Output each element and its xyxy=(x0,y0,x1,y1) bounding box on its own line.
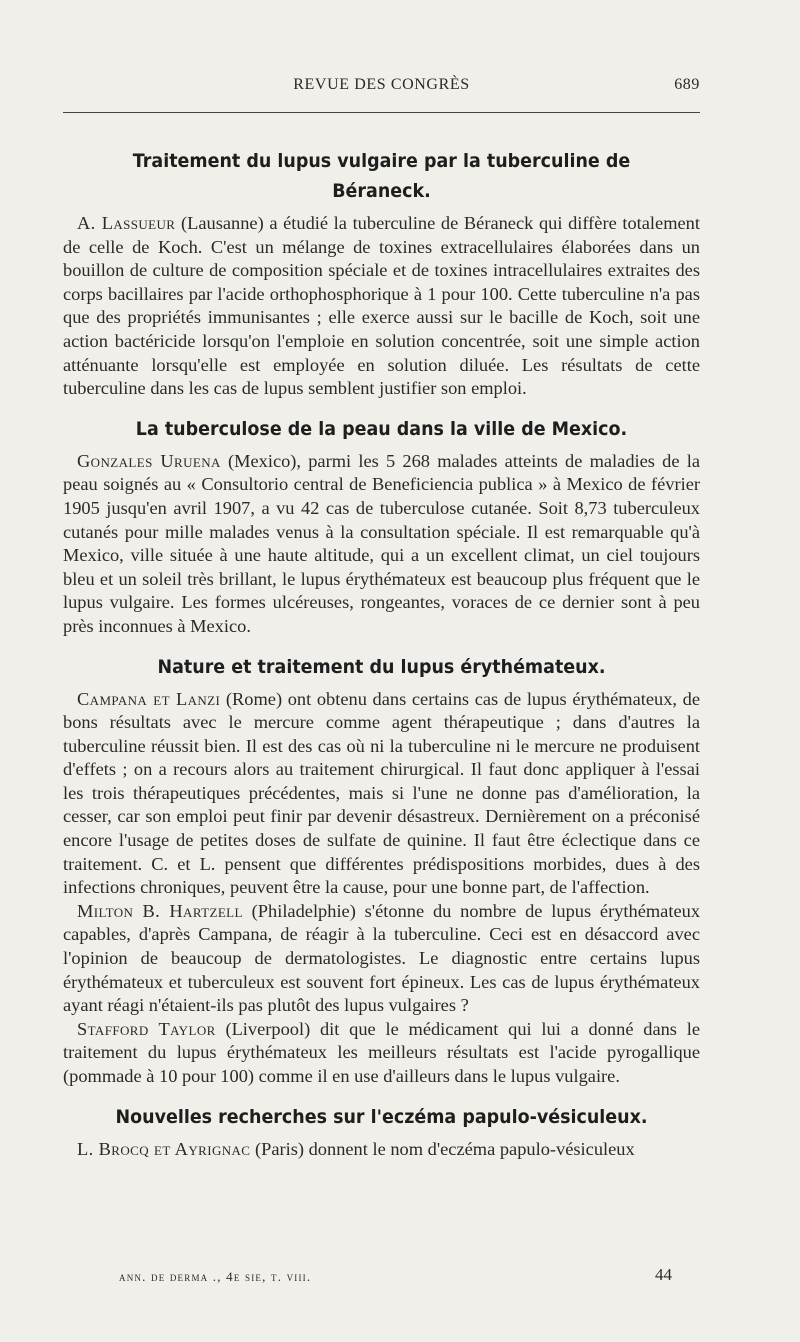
paragraph xyxy=(63,212,700,401)
paragraph-text: (Philadelphie) s'étonne du nombre de lupus érythémateux capables, d'après Campana, de réagir à la tuberculine. Ceci est en désaccord avec l'opinion de beaucoup de dermatologistes. Le diagnostic entre certains lupus érythémateux et tuberculeux est souvent fort épineux. Les cas de lupus érythémateux ayant réagi n'étaient-ils pas plutôt des lupus vulgaires ? xyxy=(63,900,701,1016)
section-lupus-erythemateux xyxy=(63,652,700,1089)
paragraph xyxy=(63,688,700,900)
paragraph xyxy=(63,1018,700,1089)
section-mexico xyxy=(63,414,700,639)
section-heading: Traitement du lupus vulgaire par la tuberculine de Béraneck. xyxy=(132,150,631,202)
paragraph xyxy=(63,1138,700,1162)
paragraph xyxy=(63,450,700,639)
page-footer xyxy=(63,1265,700,1287)
section-heading: La tuberculose de la peau dans la ville de Mexico. xyxy=(135,417,628,440)
section-beraneck xyxy=(63,146,700,401)
author-name: A. Lassueur xyxy=(77,213,176,233)
page-number: 689 xyxy=(674,76,700,93)
article-body xyxy=(63,146,700,1174)
author-name: Stafford Taylor xyxy=(77,1018,216,1039)
header-rule xyxy=(63,112,700,113)
paragraph xyxy=(63,900,700,1018)
paragraph-text: (Rome) ont obtenu dans certains cas de lupus érythémateux, de bons résultats avec le mercure comme agent thérapeutique ; dans d'autres la tuberculine réussit bien. Il est des cas où ni la tuberculine ni le mercure ne produisent d'effets ; on a recours alors au traitement chirurgical. Il faut donc appliquer à l'essai les trois thérapeutiques précédentes, mais si l'une ne donne pas d'amélioration, la cesser, car son emploi peut finir par devenir désastreux. Dernièrement on a préconisé encore l'usage de petites doses de sulfate de quinine. Il faut être éclectique dans ce traitement. C. et L. pensent que différentes prédispositions morbides, dues à des infections chroniques, peuvent être la cause, pour une bonne part, de l'affection. xyxy=(63,688,700,898)
author-name: L. Brocq et Ayrignac xyxy=(77,1138,251,1159)
paragraph-text: (Paris) donnent le nom d'eczéma papulo-vésiculeux xyxy=(250,1138,635,1159)
paragraph-text: (Mexico), parmi les 5 268 malades atteints de maladies de la peau soignés au « Consultorio central de Beneficiencia publica » à Mexico de février 1905 jusqu'en avril 1907, a vu 42 cas de tuberculose cutanée. Soit 8,73 tuberculeux cutanés pour mille malades venus à la consultation spéciale. Il est remarquable qu'à Mexico, ville située à une haute altitude, qui a un excellent climat, un ciel toujours bleu et un soleil très brillant, le lupus érythémateux est beaucoup plus fréquent que le lupus vulgaire. Les formes ulcéreuses, rongeantes, voraces de ce dernier sont à peu près inconnues à Mexico. xyxy=(63,450,700,636)
paragraph-text: (Liverpool) dit que le médicament qui lui a donné dans le traitement du lupus érythémateux les meilleurs résultats est l'acide pyrogallique (pommade à 10 pour 100) comme il en use d'ailleurs dans le lupus vulgaire. xyxy=(63,1018,700,1086)
sheet-number: 44 xyxy=(655,1265,672,1284)
paragraph-text: (Lausanne) a étudié la tuberculine de Béraneck qui diffère totalement de celle de Koch. C'est un mélange de toxines extracellulaires élaborées dans un bouillon de culture de composition spéciale et de toxines intracellulaires extraites des corps bacillaires par l'acide orthophosphorique à 1 pour 100. Cette tuberculine n'a pas que des propriétés immunisantes ; elle exerce aussi sur le bacille de Koch, soit une action bactéricide lorsqu'on l'emploie en solution concentrée, soit une simple action atténuante lorsqu'elle est employée en solution diluée. Les résultats de cette tuberculine dans les cas de lupus semblent justifier son emploi. xyxy=(63,213,700,399)
section-heading: Nature et traitement du lupus érythémateux. xyxy=(157,655,606,678)
author-name: Milton B. Hartzell xyxy=(77,900,243,921)
running-head xyxy=(63,76,700,100)
author-name: Campana et Lanzi xyxy=(77,688,221,709)
section-eczema xyxy=(63,1102,700,1162)
author-name: Gonzales Uruena xyxy=(77,450,221,471)
printer-signature: ann. de derma ., 4e sie, t. viii. xyxy=(119,1269,312,1284)
section-heading: Nouvelles recherches sur l'eczéma papulo-vésiculeux. xyxy=(115,1105,648,1128)
running-title: REVUE DES CONGRÈS xyxy=(293,76,470,93)
